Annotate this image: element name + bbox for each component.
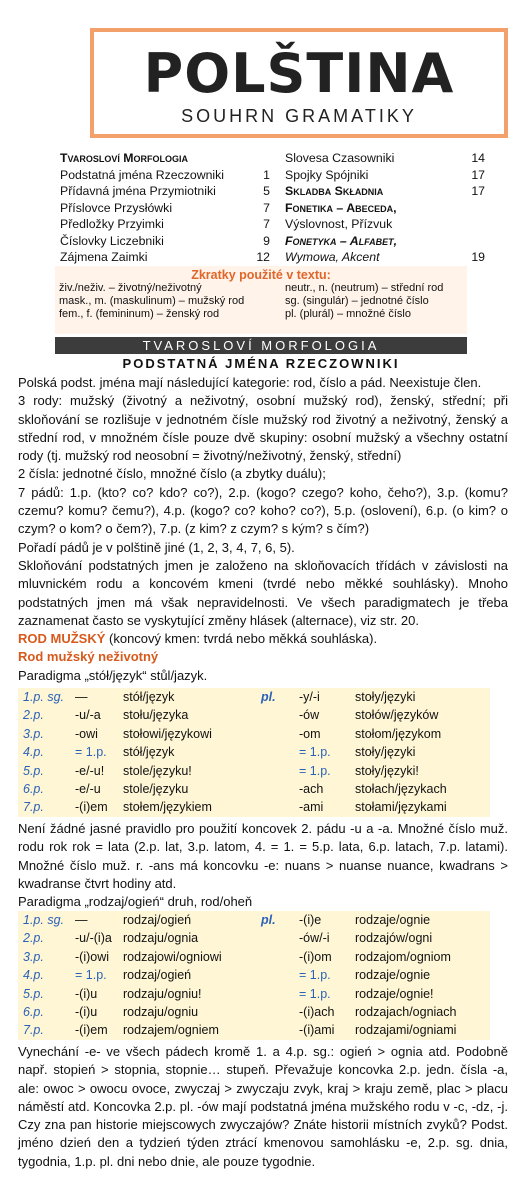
toc-item[interactable]: Příslovce Przysłówki 7 (60, 200, 270, 215)
toc-item[interactable]: Slovesa Czasowniki 14 (285, 151, 485, 165)
paradigm-row: 7.p. -(i)em stołem/językiem -ami stołami/językami (23, 800, 447, 815)
toc-item[interactable]: Předložky Przyimki 7 (60, 217, 270, 231)
abbreviations-title: Zkratky použité v textu: (191, 268, 331, 282)
paradigm-row: 4.p. = 1.p. rodzaj/ogień = 1.p. rodzaje/ognie (23, 968, 431, 983)
toc-item[interactable]: Podstatná jména Rzeczowniki 1 (60, 167, 270, 182)
toc-item[interactable]: Spojky Spójniki 17 (285, 167, 485, 182)
paradigm-row: 3.p. -owi stołowi/językowi -om stołom/językom (23, 726, 442, 741)
paradigm-row: 6.p. -e/-u stole/języku -ach stołach/językach (23, 782, 447, 797)
abbreviations-col2: neutr., n. (neutrum) – střední rod sg. (singulár) – jednotné číslo pl. (plurál) – množné číslo (285, 282, 444, 320)
section-band: TVAROSLOVÍ MORFOLOGIA (55, 337, 467, 354)
paradigm-row: 1.p. sg. — rodzaj/ogień pl. -(i)e rodzaje/ognie (23, 913, 431, 927)
toc-item[interactable]: Fonetyka – Alfabet, (285, 233, 398, 248)
rod-muzsky-label: ROD MUŽSKÝ (18, 631, 106, 647)
toc-item[interactable]: Výslovnost, Přízvuk (285, 217, 393, 231)
rod-muzsky-subheading: Rod mužský neživotný (18, 649, 159, 665)
paradigm2-title: Paradigma „rodzaj/ogień“ druh, rod/oheň (18, 894, 253, 910)
abbreviations-col1: živ./neživ. – životný/neživotný mask., m. (maskulinum) – mužský rod fem., f. (femininum) – ženský rod (59, 282, 245, 320)
intro-text: Polská podst. jména mají následující kategorie: rod, číslo a pád. Neexistuje člen. 3 rody: mužský (životný a neživotný, osobní mužský rod), ženský, střední; při skloňování se rozlišuje v jednotném čísle mužský rod životný a neživotný, ženský a střední rod, v množném čísle pouze dvě skupiny: osobní mužský a všechny ostatní rody (tj. mužský rod neosobní = životný/neživotný, ženský, střední) 2 čísla: jednotné číslo, množné číslo (a zbytky duálu); 7 pádů: 1.p. (kto? co? kdo? co?), 2.p. (kogo? czego? koho, čeho?), 3.p. (komu? czemu? komu? čemu?), 4.p. (kogo? co? koho? co?), 5.p. (oslovení), 6.p. (o kim? o czym? o kom? o čem?), 7.p. (z kim? z czym? s kým? s čím?) Pořadí pádů je v polštině jiné (1, 2, 3, 4, 7, 6, 5). Skloňování podstatných jmen je založeno na skloňovacích třídách v závislosti na mluvnickém rodu a koncovém kmeni (tvrdé nebo měkké souhlásky). Mnoho podstatných jmen má však nepravidelnosti. Ve všech paradigmatech je třeba zaznamenat často se vyskytující změny hlásek (alternace), viz str. 20. ROD MUŽSKÝ (koncový kmen: tvrdá nebo měkká souhláska). Rod mužský neživotný Paradigma „stół/język“ stůl/jazyk. (18, 374, 508, 685)
toc-item[interactable]: Wymowa, Akcent 19 (285, 250, 485, 264)
paradigm-row: 7.p. -(i)em rodzajem/ogniem -(i)ami rodzajami/ogniami (23, 1023, 457, 1038)
toc-item[interactable]: Tvarosloví Morfologia (60, 151, 189, 165)
middle-text: Není žádné jasné pravidlo pro použití koncovek 2. pádu -u a -a. Množné číslo muž. rodu rok rok = lata (2.p. lat, 3.p. latom, 4. = 1. = 5.p. lata, 6.p. latach, 7.p. latami). Množné číslo muž. r. -ans má koncovku -e: nuans > nuanse nuance, kwadrans > kwadranse čtvrt hodiny atd. Paradigma „rodzaj/ogień“ druh, rod/oheň (18, 820, 508, 911)
paradigm-row: 1.p. sg. — stół/język pl. -y/-i stoły/języki (23, 690, 416, 704)
paradigm-row: 2.p. -u/-a stołu/języka -ów stołów/języków (23, 708, 439, 723)
toc-item[interactable]: Číslovky Liczebniki 9 (60, 233, 270, 248)
toc-left (60, 150, 270, 266)
paradigm-row: 5.p. -e/-u! stole/języku! = 1.p. stoły/języki! (23, 763, 419, 778)
paradigm-row: 6.p. -(i)u rodzaju/ogniu -(i)ach rodzajach/ogniach (23, 1005, 457, 1020)
title-box (90, 28, 508, 138)
toc-item[interactable]: Přídavná jména Przymiotniki 5 (60, 184, 270, 198)
paradigm1-title: Paradigma „stół/język“ stůl/jazyk. (18, 667, 208, 683)
toc-item[interactable]: Fonetika – Abeceda, (285, 200, 397, 215)
toc-right (285, 150, 485, 266)
paradigm-row: 4.p. = 1.p. stół/język = 1.p. stoły/języki (23, 745, 416, 760)
paradigm-row: 2.p. -u/-(i)a rodzaju/ognia -ów/-i rodzajów/ogni (23, 931, 433, 946)
final-text: Vynechání -e- ve všech pádech kromě 1. a 4.p. sg.: ogień > ognia atd. Podobně např. stopień > stopnia, stopnie… stupeň. Převažuje koncovka 2.p. jedn. čísla -a, ale: owoc > owocu ovoce, zwyczaj > zwyczaju zvyk, kraj > kraju země, plac > placu náměstí atd. Koncovka 2.p. pl. -ów mají podstatná jména mužského rodu v -c, -dz, -j. Czy zna pan historie miejscowych zwyczajów? Znáte historii místních zvyků? Podst. jméno dzień den a tydzień týden ztrácí kmenovou samohlásku -e, 2.p. sg. dnia, tygodnia, 1.p. pl. dni nebo dnie, ale pouze tygodnie. (18, 1044, 508, 1169)
page-subtitle: SOUHRN GRAMATIKY (181, 106, 417, 126)
toc-item[interactable]: Zájmena Zaimki 12 (60, 250, 270, 264)
page-title: POLŠTINA (143, 42, 455, 105)
paradigm2-table (18, 911, 490, 1040)
paradigm1-table (18, 688, 490, 817)
section-subheading: PODSTATNÁ JMÉNA RZECZOWNIKI (122, 356, 400, 371)
paradigm-row: 3.p. -(i)owi rodzajowi/ogniowi -(i)om rodzajom/ogniom (23, 949, 451, 964)
paradigm-row: 5.p. -(i)u rodzaju/ogniu! = 1.p. rodzaje/ognie! (23, 986, 434, 1001)
toc-item[interactable]: Skladba Składnia 17 (285, 184, 485, 198)
abbreviations-box (55, 266, 467, 334)
